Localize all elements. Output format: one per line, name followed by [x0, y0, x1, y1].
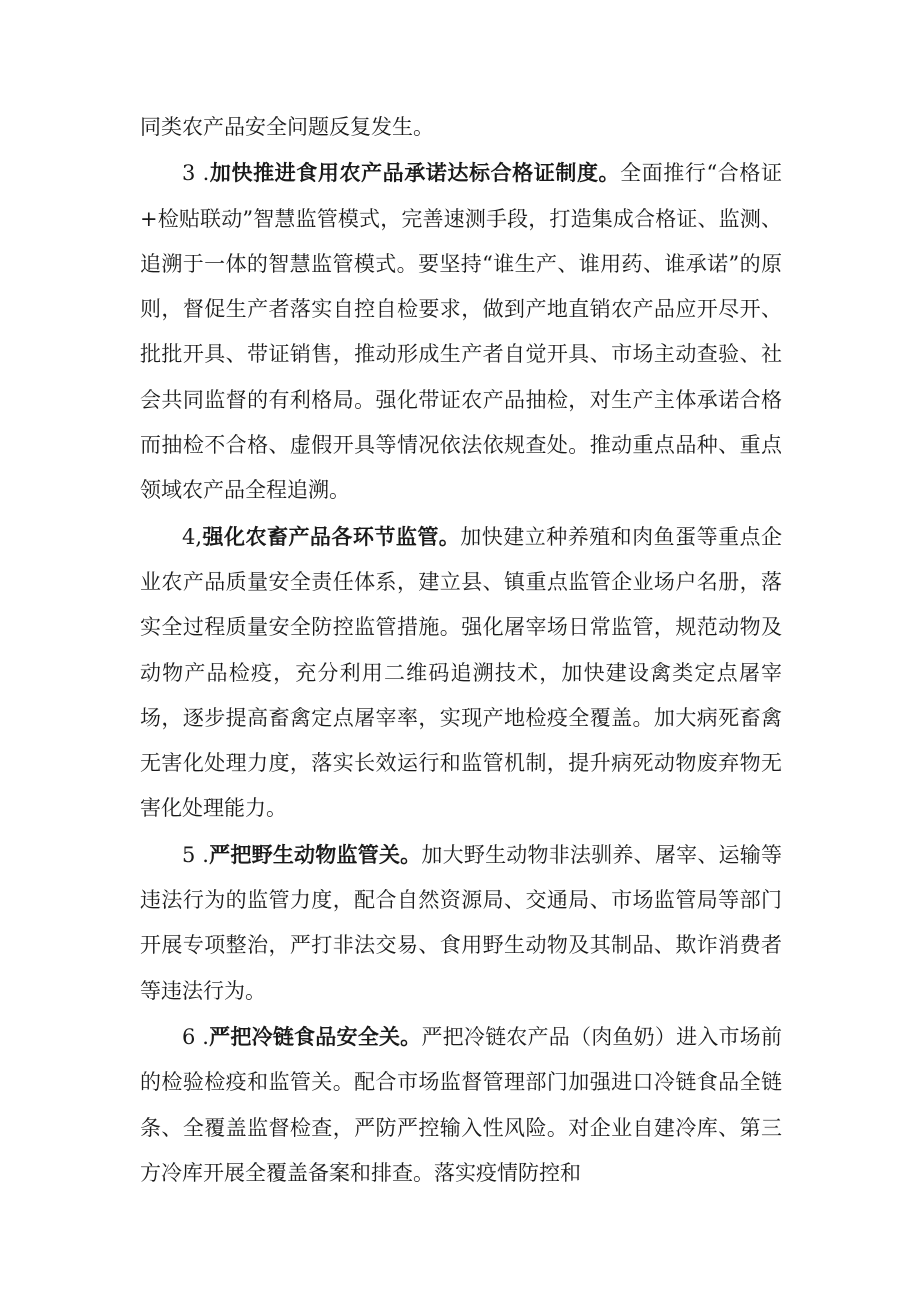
paragraph-heading: 严把野生动物监管关。	[208, 841, 422, 867]
paragraph-heading: 严把冷链食品安全关。	[208, 1023, 422, 1049]
document-body	[140, 105, 782, 1196]
paragraph-item-3	[140, 150, 782, 513]
paragraph-body: 加大野生动物非法驯养、屠宰、运输等违法行为的监管力度，配合自然资源局、交通局、市场监管局等部门开展专项整治，严打非法交易、食用野生动物及其制品、欺诈消费者等违法行为。	[140, 842, 782, 1003]
paragraph-number: 4,	[182, 524, 203, 549]
paragraph-body: 加快建立种养殖和肉鱼蛋等重点企业农产品质量安全责任体系，建立县、镇重点监管企业场户名册，落实全过程质量安全防控监管措施。强化屠宰场日常监管，规范动物及动物产品检疫，充分利用二维码追溯技术，加快建设禽类定点屠宰场，逐步提高畜禽定点屠宰率，实现产地检疫全覆盖。加大病死畜禽无害化处理力度，落实长效运行和监管机制，提升病死动物废弃物无害化处理能力。	[140, 524, 783, 821]
paragraph-number: 5 .	[182, 842, 209, 867]
paragraph-heading: 加快推进食用农产品承诺达标合格证制度。	[209, 160, 621, 186]
paragraph-item-5	[140, 832, 782, 1014]
paragraph-number: 6 .	[182, 1024, 209, 1049]
paragraph-item-6	[140, 1014, 782, 1196]
paragraph-number: 3 .	[182, 161, 210, 186]
paragraph-body: 全面推行“合格证+检贴联动”智慧监管模式，完善速测手段，打造集成合格证、监测、追溯于一体的智慧监管模式。要坚持“谁生产、谁用药、谁承诺”的原则，督促生产者落实自控自检要求，做到产地直销农产品应开尽开、批批开具、带证销售，推动形成生产者自觉开具、市场主动查验、社会共同监督的有利格局。强化带证农产品抽检，对生产主体承诺合格而抽检不合格、虚假开具等情况依法依规查处。推动重点品种、重点领域农产品全程追溯。	[140, 161, 782, 503]
paragraph-item-4	[140, 514, 782, 832]
paragraph-continuation	[140, 105, 782, 150]
paragraph-body: 同类农产品安全问题反复发生。	[140, 115, 434, 139]
paragraph-body: 严把冷链农产品（肉鱼奶）进入市场前的检验检疫和监管关。配合市场监督管理部门加强进口冷链食品全链条、全覆盖监督检查，严防严控输入性风险。对企业自建冷库、第三方冷库开展全覆盖备案和排查。落实疫情防控和	[140, 1024, 782, 1185]
paragraph-heading: 强化农畜产品各环节监管。	[202, 523, 461, 549]
